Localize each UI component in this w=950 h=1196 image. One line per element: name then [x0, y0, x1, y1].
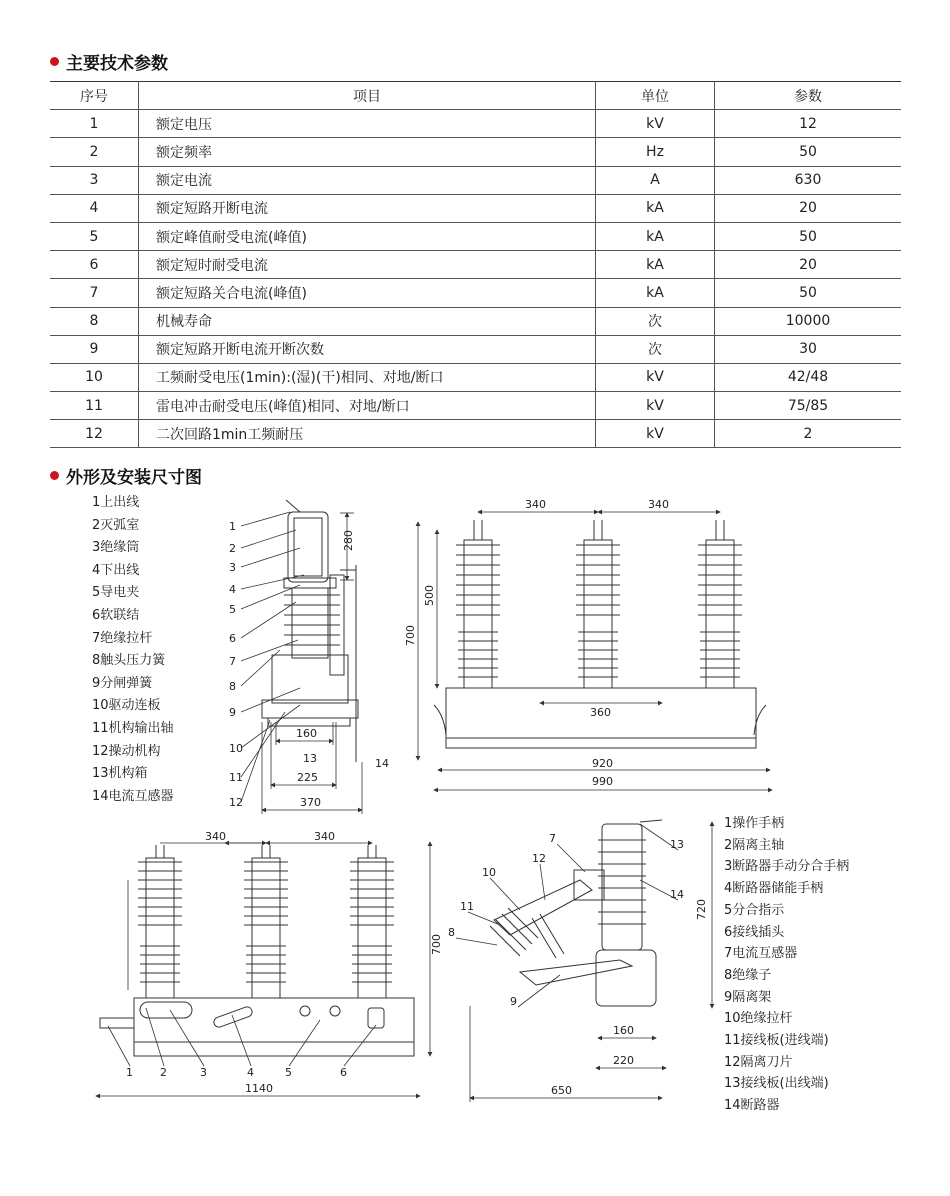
cell-value: 50 — [715, 138, 902, 166]
fig1-callout-7: 7 — [229, 655, 236, 668]
cell-item: 额定短时耐受电流 — [139, 251, 596, 279]
cell-index: 1 — [50, 110, 139, 138]
fig1-dim-160: 160 — [296, 727, 317, 740]
cell-value: 12 — [715, 110, 902, 138]
leader-line — [468, 912, 500, 925]
insulator-pole — [456, 520, 500, 688]
fig4-callout-11: 11 — [460, 900, 474, 913]
cell-unit: kA — [596, 251, 715, 279]
cell-item: 额定频率 — [139, 138, 596, 166]
cell-item: 工频耐受电压(1min):(湿)(干)相同、对地/断口 — [139, 363, 596, 391]
legend-item: 6接线插头 — [724, 924, 785, 940]
fig1-callout-5: 5 — [229, 603, 236, 616]
cell-unit: A — [596, 166, 715, 194]
fig3-callout-4: 4 — [247, 1066, 254, 1079]
fig4-callout-13: 13 — [670, 838, 684, 851]
cell-unit: kV — [596, 420, 715, 448]
cell-item: 雷电冲击耐受电压(峰值)相同、对地/断口 — [139, 392, 596, 420]
leader-line — [490, 878, 520, 910]
fig1-callout-6: 6 — [229, 632, 236, 645]
cell-unit: kV — [596, 392, 715, 420]
section-title-text: 外形及安装尺寸图 — [66, 468, 202, 488]
fig1-callout-1: 1 — [229, 520, 236, 533]
legend-item: 4断路器储能手柄 — [724, 881, 824, 897]
legend-item: 3绝缘筒 — [92, 540, 140, 556]
cell-value: 30 — [715, 335, 902, 363]
fig4-callout-7: 7 — [549, 832, 556, 845]
cell-index: 10 — [50, 363, 139, 391]
fig4-dim-160: 160 — [613, 1024, 634, 1037]
fig2-front-view — [418, 512, 772, 790]
cell-index: 4 — [50, 194, 139, 222]
fig4-dim-650: 650 — [551, 1084, 572, 1097]
cell-value: 50 — [715, 279, 902, 307]
leader-line — [241, 720, 270, 802]
leader-line — [557, 844, 585, 872]
legend-item: 1操作手柄 — [724, 816, 785, 831]
fig2-dim-920: 920 — [592, 757, 613, 770]
cell-value: 2 — [715, 420, 902, 448]
leader-line — [456, 938, 497, 945]
legend-item: 1上出线 — [92, 495, 140, 510]
fig2-dim-500: 500 — [423, 585, 436, 606]
section-title-text: 主要技术参数 — [66, 54, 168, 74]
insulator-pole — [576, 520, 620, 688]
cell-item: 额定短路关合电流(峰值) — [139, 279, 596, 307]
cell-unit: kV — [596, 110, 715, 138]
legend-item: 14断路器 — [724, 1098, 780, 1114]
cell-index: 8 — [50, 307, 139, 335]
cell-unit: kA — [596, 279, 715, 307]
legend-item: 8触头压力簧 — [92, 653, 166, 669]
cell-unit: 次 — [596, 335, 715, 363]
fig4-callout-8: 8 — [448, 926, 455, 939]
cell-value: 20 — [715, 251, 902, 279]
insulator-pole — [350, 845, 394, 998]
fig3-dim-1140: 1140 — [245, 1082, 273, 1095]
leader-line — [518, 975, 560, 1007]
fig1-callout-9: 9 — [229, 706, 236, 719]
fig3-front-view — [96, 842, 430, 1096]
fig3-dim-700: 700 — [430, 934, 443, 955]
legend-item: 9隔离架 — [724, 989, 772, 1005]
fig3-callout-1: 1 — [126, 1066, 133, 1079]
cell-item: 额定短路开断电流 — [139, 194, 596, 222]
leader-line — [232, 1015, 251, 1066]
fig2-dim-360: 360 — [590, 706, 611, 719]
fig4-dim-220: 220 — [613, 1054, 634, 1067]
fig3-callout-6: 6 — [340, 1066, 347, 1079]
fig2-dim-700: 700 — [404, 625, 417, 646]
fig1-callout-2: 2 — [229, 542, 236, 555]
cell-item: 二次回路1min工频耐压 — [139, 420, 596, 448]
cell-unit: 次 — [596, 307, 715, 335]
legend-item: 2灭弧室 — [92, 517, 140, 533]
fig3-callout-3: 3 — [200, 1066, 207, 1079]
cell-item: 额定峰值耐受电流(峰值) — [139, 222, 596, 250]
legend-item: 8绝缘子 — [724, 967, 772, 983]
cell-index: 12 — [50, 420, 139, 448]
fig3-dim-340a: 340 — [205, 830, 226, 843]
cell-value: 20 — [715, 194, 902, 222]
leader-line — [170, 1010, 204, 1066]
legend-item: 9分闸弹簧 — [92, 675, 153, 691]
leader-line — [540, 864, 545, 900]
cell-index: 9 — [50, 335, 139, 363]
fig4-callout-10: 10 — [482, 866, 496, 879]
cell-unit: kA — [596, 222, 715, 250]
fig3-dim-340b: 340 — [314, 830, 335, 843]
fig1-callout-14: 14 — [375, 757, 389, 770]
leader-line — [241, 602, 296, 638]
leader-line — [108, 1026, 130, 1066]
insulator-pole — [244, 845, 288, 998]
cell-index: 2 — [50, 138, 139, 166]
legend-item: 5分合指示 — [724, 902, 785, 918]
legend-item: 6软联结 — [92, 607, 140, 623]
cell-value: 42/48 — [715, 363, 902, 391]
leader-line — [241, 640, 298, 661]
cell-unit: kA — [596, 194, 715, 222]
leader-line — [344, 1025, 376, 1066]
fig3-callout-5: 5 — [285, 1066, 292, 1079]
fig1-callout-10: 10 — [229, 742, 243, 755]
fig3-callout-2: 2 — [160, 1066, 167, 1079]
leader-line — [146, 1008, 164, 1066]
legend-item: 7绝缘拉杆 — [92, 630, 153, 646]
header-item: 项目 — [139, 82, 596, 110]
fig1-callout-3: 3 — [229, 561, 236, 574]
legend-item: 12隔离刀片 — [724, 1054, 793, 1070]
leader-line — [241, 512, 290, 526]
legend-item: 2隔离主轴 — [724, 837, 785, 853]
fig4-isolator-side-view — [470, 820, 712, 1102]
cell-item: 额定电压 — [139, 110, 596, 138]
legend-item: 13机构箱 — [92, 766, 148, 782]
fig1-callout-13: 13 — [303, 752, 317, 765]
cell-index: 7 — [50, 279, 139, 307]
legend-item: 11机构输出轴 — [92, 720, 174, 736]
cell-item: 额定电流 — [139, 166, 596, 194]
cell-index: 11 — [50, 392, 139, 420]
cell-unit: kV — [596, 363, 715, 391]
cell-item: 额定短路开断电流开断次数 — [139, 335, 596, 363]
legend-item: 3断路器手动分合手柄 — [724, 859, 850, 875]
legend-item: 10绝缘拉杆 — [724, 1011, 793, 1027]
cell-value: 50 — [715, 222, 902, 250]
fig1-callout-4: 4 — [229, 583, 236, 596]
header-value: 参数 — [715, 82, 902, 110]
fig4-callout-9: 9 — [510, 995, 517, 1008]
leader-line — [241, 712, 285, 777]
fig2-dim-340b: 340 — [648, 498, 669, 511]
fig1-dim-225: 225 — [297, 771, 318, 784]
cell-value: 75/85 — [715, 392, 902, 420]
leader-line — [289, 1020, 320, 1066]
header-unit: 单位 — [596, 82, 715, 110]
fig1-callout-8: 8 — [229, 680, 236, 693]
legend-item: 10驱动连板 — [92, 698, 161, 714]
legend-item: 11接线板(进线端) — [724, 1033, 829, 1049]
fig1-callout-11: 11 — [229, 771, 243, 784]
fig4-callout-14: 14 — [670, 888, 684, 901]
cell-item: 机械寿命 — [139, 307, 596, 335]
legend-item: 13接线板(出线端) — [724, 1076, 829, 1092]
legend-item: 5导电夹 — [92, 585, 140, 601]
legend-item: 12操动机构 — [92, 743, 161, 759]
legend-item: 4下出线 — [92, 562, 140, 578]
leader-line — [241, 650, 280, 686]
fig1-dim-280: 280 — [342, 530, 355, 551]
cell-index: 5 — [50, 222, 139, 250]
cell-unit: Hz — [596, 138, 715, 166]
fig2-dim-990: 990 — [592, 775, 613, 788]
fig2-dim-340a: 340 — [525, 498, 546, 511]
header-index: 序号 — [50, 82, 139, 110]
fig1-callout-12: 12 — [229, 796, 243, 809]
insulator-pole — [698, 520, 742, 688]
leader-line — [241, 548, 300, 567]
cell-index: 6 — [50, 251, 139, 279]
cell-value: 10000 — [715, 307, 902, 335]
fig4-callout-12: 12 — [532, 852, 546, 865]
fig4-dim-720: 720 — [695, 899, 708, 920]
insulator-pole — [138, 845, 182, 998]
legend-item: 7电流互感器 — [724, 946, 798, 962]
cell-value: 630 — [715, 166, 902, 194]
fig1-dim-370: 370 — [300, 796, 321, 809]
cell-index: 3 — [50, 166, 139, 194]
legend-item: 14电流互感器 — [92, 788, 174, 804]
